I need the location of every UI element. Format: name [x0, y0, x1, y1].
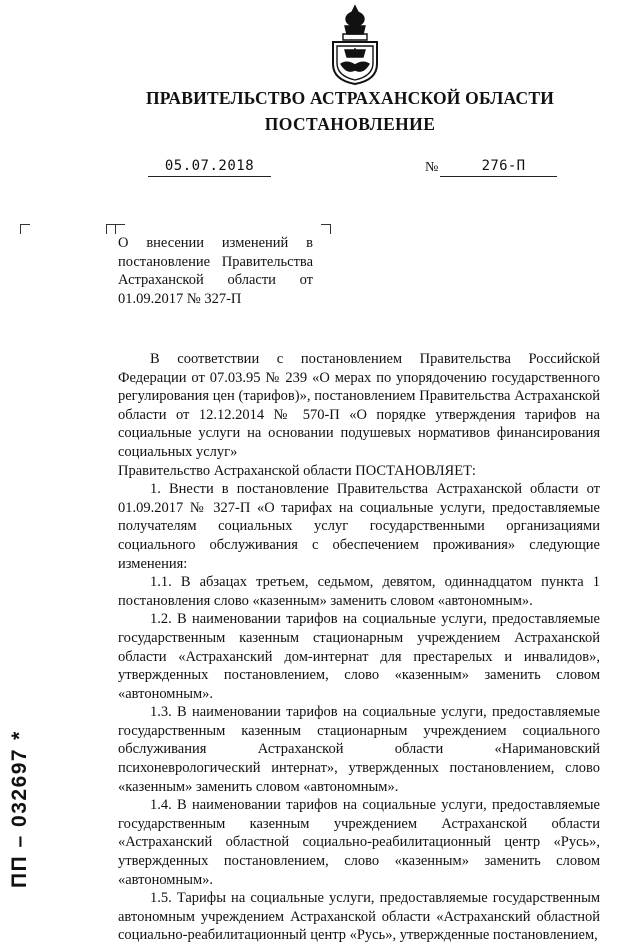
serial-mark: * — [8, 730, 31, 740]
government-title: ПРАВИТЕЛЬСТВО АСТРАХАНСКОЙ ОБЛАСТИ — [145, 88, 555, 108]
paragraph: В соответствии с постановлением Правительства Российской Федерации от 07.03.95 № 239 «О мерах по упорядочению государственного регулирования цен (тарифов)», постановлением Правительства Астраханской области от 12.12.2014 № 570-П «О порядке утверждения тарифов на социальные услуги на основании подушевых нормативов финансирования социальных услуг» — [118, 351, 600, 460]
document-date: 05.07.2018 — [164, 158, 255, 174]
number-label: № — [425, 160, 439, 175]
paragraph: 1. Внести в постановление Правительства Астраханской области от 01.09.2017 № 327-П «О тарифах на социальные услуги, предоставляемые получателям социальных услуг государственными организациями социального обслуживания с обеспечением проживания» следующие изменения: — [118, 481, 600, 572]
serial-number-text: ПП – 032697 — [8, 747, 31, 888]
coat-of-arms-icon — [327, 4, 383, 86]
paragraph: 1.5. Тарифы на социальные услуги, предоставляемые государственным автономным учреждением Астраханской области «Астраханский областной социально-реабилитационный центр «Русь», утвержденные постановлением, — [118, 890, 600, 944]
document-subject: О внесении изменений в постановление Правительства Астраханской области от 01.09.2017 № 327-П — [118, 235, 313, 307]
paragraph: Правительство Астраханской области ПОСТАНОВЛЯЕТ: — [118, 462, 476, 479]
paragraph: 1.3. В наименовании тарифов на социальные услуги, предоставляемые государственным казенным стационарным учреждением социального обслуживания Астраханской области «Наримановский психоневрологический интернат», утвержденных постановлением, слово «казенным» заменить словом «автономным». — [118, 704, 600, 795]
serial-number — [8, 730, 32, 888]
paragraph: 1.4. В наименовании тарифов на социальные услуги, предоставляемые государственным казенным учреждением Астраханской области «Астраханский областной социально-реабилитационный центр «Русь», утвержденных постановлением, слово «казенным» заменить словом «автономным». — [118, 797, 600, 888]
corner-mark-inner — [115, 224, 125, 234]
date-underline — [148, 176, 271, 177]
paragraph: 1.2. В наименовании тарифов на социальные услуги, предоставляемые государственным казенным стационарным учреждением Астраханской области «Астраханский дом-интернат для престарелых и инвалидов», утвержденных постановлением, слово «казенным» заменить словом «автономным». — [118, 611, 600, 702]
corner-mark-right — [321, 224, 331, 234]
document-type: ПОСТАНОВЛЕНИЕ — [264, 114, 436, 134]
document-body — [118, 350, 600, 945]
document-number: 276-П — [481, 158, 526, 174]
corner-mark-left — [20, 224, 30, 234]
number-underline — [440, 176, 557, 177]
paragraph: 1.1. В абзацах третьем, седьмом, девятом, одиннадцатом пункта 1 постановления слово «казенным» заменить словом «автономным». — [118, 574, 600, 609]
